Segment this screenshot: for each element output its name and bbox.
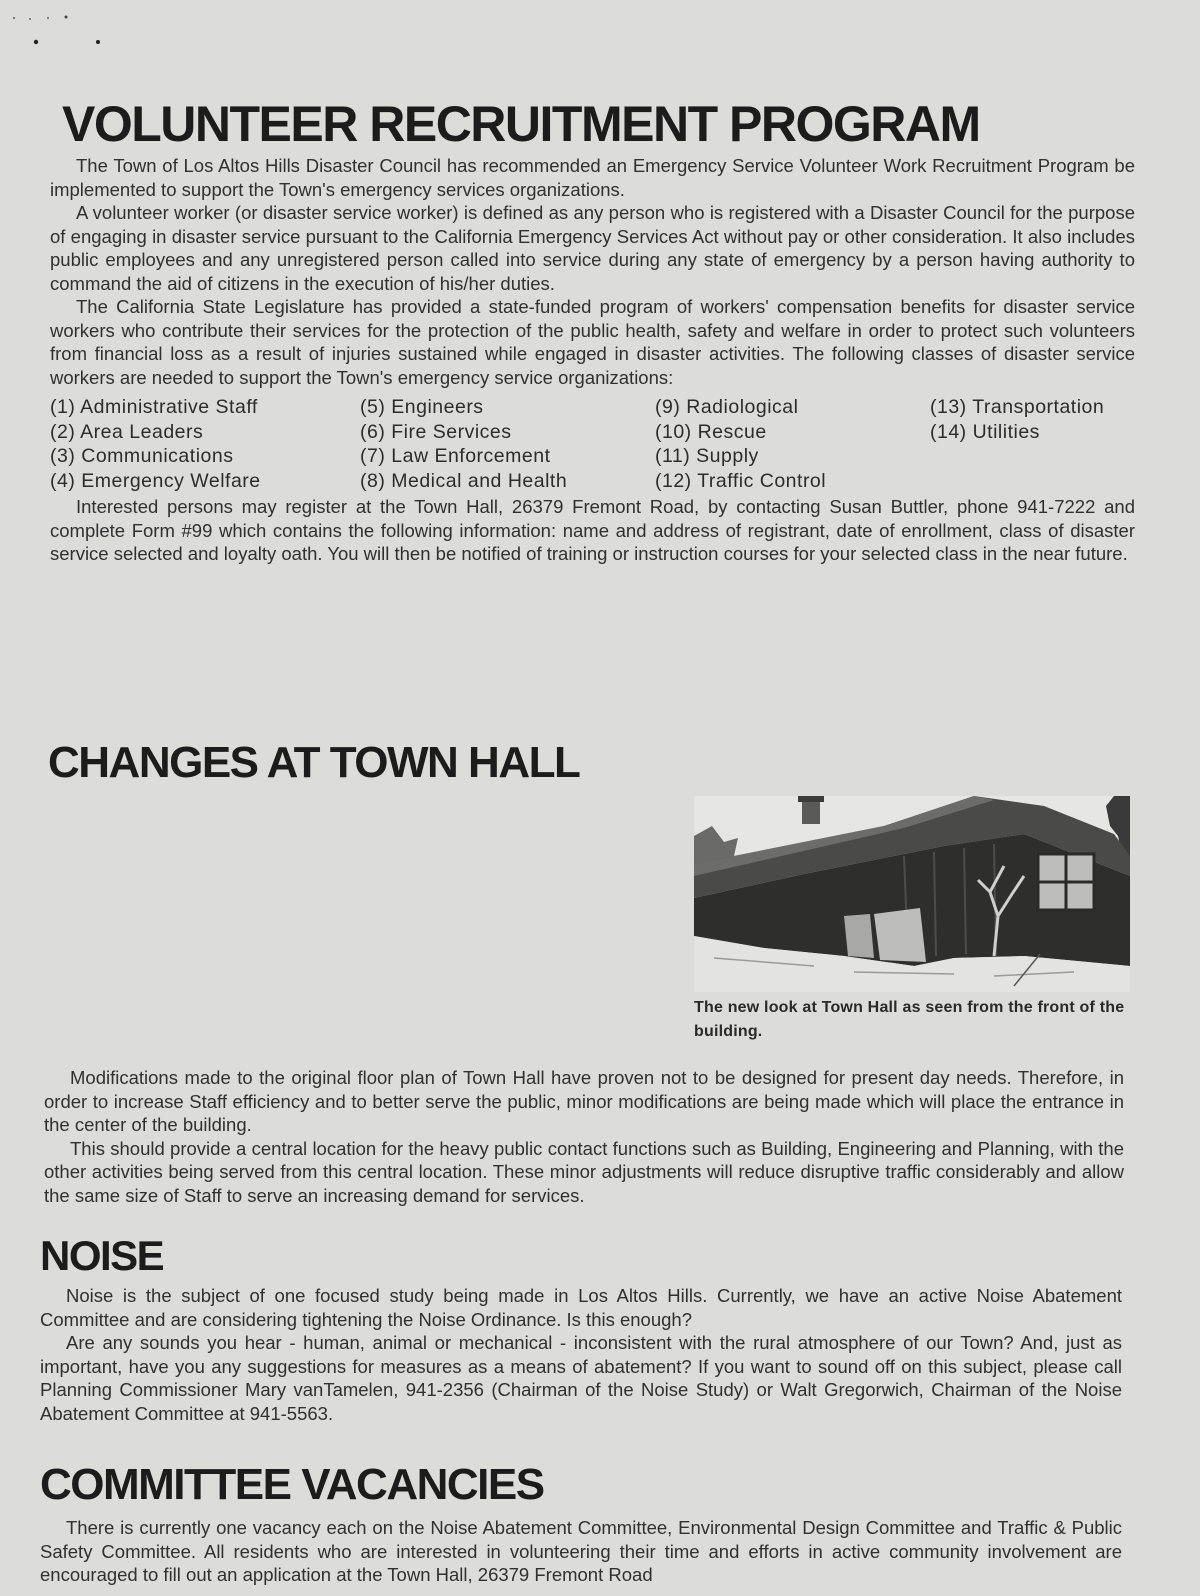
volunteer-paragraph-2: A volunteer worker (or disaster service worker) is defined as any person who is registered with a Disaster Council for the purpose of engaging in disaster service pursuant to the California Emergency Services Act without pay or other consideration. It also includes public employees and any unregistered person called into service during any state of emergency by a person having authority to command the aid of citizens in the execution of his/her duties. xyxy=(50,202,1135,294)
worker-class-item: (10) Rescue xyxy=(655,420,767,443)
changes-heading-block xyxy=(48,738,648,788)
worker-class-item: (3) Communications xyxy=(50,445,234,467)
town-hall-photo xyxy=(694,796,1130,992)
committee-paragraph-1: There is currently one vacancy each on the Noise Abatement Committee, Environmental Design Committee and Traffic & Public Safety Committee. All residents who are interested in volunteering their time and efforts in active community involvement are encouraged to fill out an application at the Town Hall, 26379 Fremont Road xyxy=(40,1517,1122,1585)
worker-class-item: (4) Emergency Welfare xyxy=(50,469,261,492)
noise-paragraph-2: Are any sounds you hear - human, animal or mechanical - inconsistent with the rural atmosphere of our Town? And, just as important, have you any suggestions for measures as a means of abatement? If you want to sound off on this subject, please call Planning Commissioner Mary vanTamelen, 941-2356 (Chairman of the Noise Study) or Walt Gregorwich, Chairman of the Noise Abatement Committee at 941-5563. xyxy=(40,1332,1122,1424)
worker-class-item: (13) Transportation xyxy=(930,396,1105,418)
changes-paragraph-2: This should provide a central location for the heavy public contact functions such as Building, Engineering and Planning, with the other activities being served from this central location. These minor adjustments will reduce disruptive traffic considerably and allow the same size of Staff to serve an increasing demand for services. xyxy=(44,1137,1124,1206)
noise-paragraph-1: Noise is the subject of one focused study being made in Los Altos Hills. Currently, we have an active Noise Abatement Committee and are considering tightening the Noise Ordinance. Is this enough? xyxy=(40,1285,1122,1330)
changes-text xyxy=(44,1066,1124,1207)
volunteer-paragraph-1: The Town of Los Altos Hills Disaster Council has recommended an Emergency Service Volunteer Work Recruitment Program be implemented to support the Town's emergency services organizations. xyxy=(50,155,1135,200)
scan-specks xyxy=(8,10,118,50)
worker-class-item: (11) Supply xyxy=(655,445,759,467)
worker-class-item: (9) Radiological xyxy=(655,396,799,418)
volunteer-section xyxy=(50,96,1135,566)
worker-class-item: (5) Engineers xyxy=(360,396,484,418)
worker-class-item: (7) Law Enforcement xyxy=(360,445,551,467)
worker-classes-list xyxy=(50,395,1135,493)
changes-paragraph-1: Modifications made to the original floor plan of Town Hall have proven not to be designed for present day needs. Therefore, in order to increase Staff efficiency and to better serve the public, minor modifications are being made which will place the entrance in the center of the building. xyxy=(44,1067,1124,1135)
noise-section xyxy=(40,1232,1122,1425)
worker-classes-column-4 xyxy=(930,395,1135,493)
volunteer-paragraph-3: The California State Legislature has provided a state-funded program of workers' compensation benefits for disaster service workers who contribute their services for the protection of the public health, safety and welfare in order to protect such volunteers from financial loss as a result of injuries sustained while engaged in disaster activities. The following classes of disaster service workers are needed to support the Town's emergency service organizations: xyxy=(50,296,1135,388)
committee-section xyxy=(40,1460,1122,1587)
worker-class-item: (2) Area Leaders xyxy=(50,420,204,443)
town-hall-photo-block xyxy=(694,796,1130,1044)
worker-classes-column-2 xyxy=(360,395,655,493)
changes-heading: CHANGES AT TOWN HALL xyxy=(48,738,580,787)
worker-class-item: (12) Traffic Control xyxy=(655,469,827,492)
worker-class-item: (1) Administrative Staff xyxy=(50,396,258,418)
worker-class-item: (6) Fire Services xyxy=(360,420,512,443)
photo-caption: The new look at Town Hall as seen from the front of the building. xyxy=(694,999,1125,1040)
worker-class-item: (8) Medical and Health xyxy=(360,469,568,492)
worker-class-item: (14) Utilities xyxy=(930,420,1040,443)
volunteer-closing-paragraph: Interested persons may register at the Town Hall, 26379 Fremont Road, by contacting Susan Buttler, phone 941-7222 and complete Form #99 which contains the following information: name and address of registrant, date of enrollment, class of disaster service selected and loyalty oath. You will then be notified of training or instruction courses for your selected class in the near future. xyxy=(50,496,1135,564)
noise-heading: NOISE xyxy=(40,1232,164,1279)
worker-classes-column-3 xyxy=(655,395,930,493)
worker-classes-column-1 xyxy=(50,395,360,493)
volunteer-heading: VOLUNTEER RECRUITMENT PROGRAM xyxy=(62,96,980,152)
committee-heading: COMMITTEE VACANCIES xyxy=(40,1460,544,1509)
